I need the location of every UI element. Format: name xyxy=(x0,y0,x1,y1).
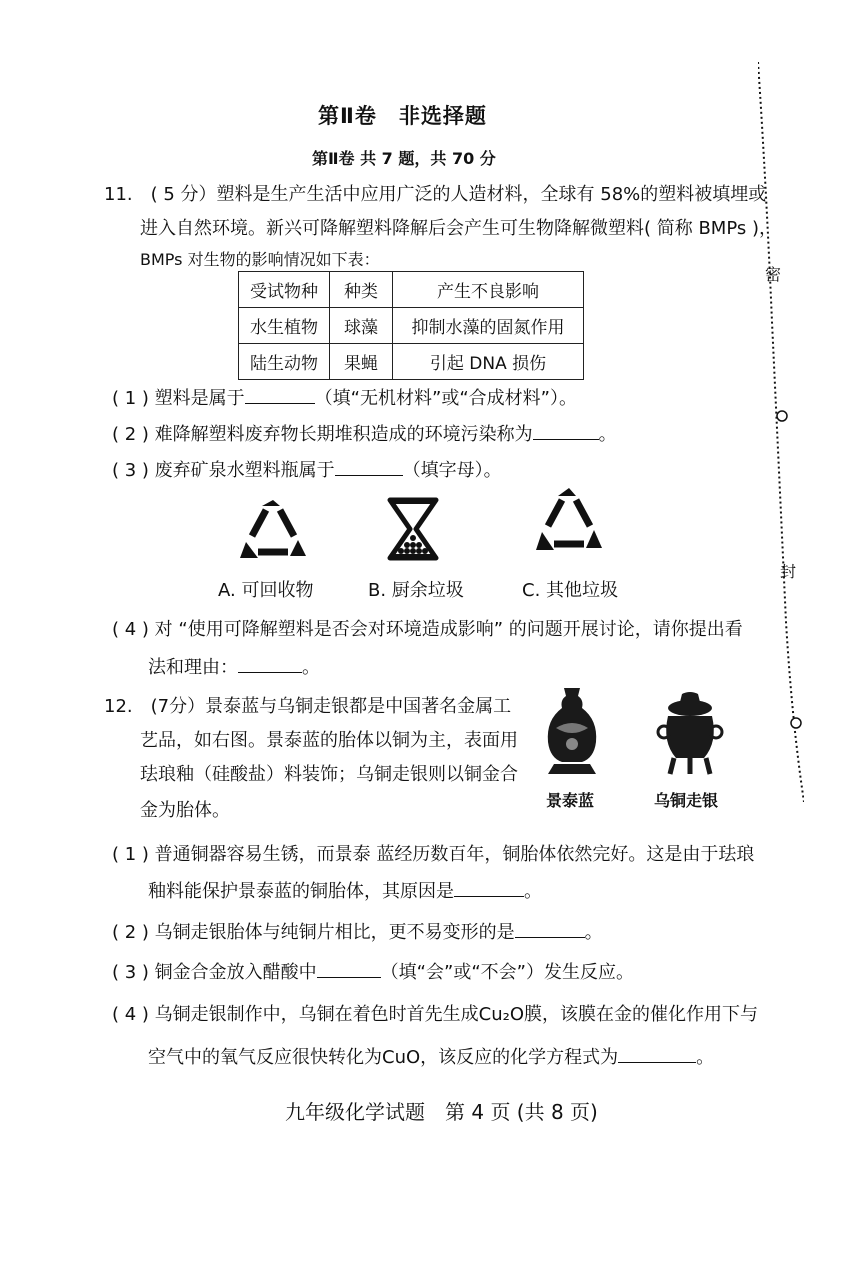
table-cell: 水生植物 xyxy=(239,308,330,344)
q12-sub4-text: 空气中的氧气反应很快转化为CuO，该反应的化学方程式为 xyxy=(148,1047,619,1068)
cloisonne-label: 景泰蓝 xyxy=(546,791,595,810)
seal-char-feng: 封 xyxy=(780,562,797,581)
table-row xyxy=(239,308,584,344)
table-cell: 陆生动物 xyxy=(239,344,330,380)
q11-intro-line-3: BMPs 对生物的影响情况如下表： xyxy=(140,250,380,269)
q12-sub2 xyxy=(112,918,603,944)
table-cell: 抑制水藻的固氮作用 xyxy=(393,308,584,344)
q12-sub2-end: 。 xyxy=(584,922,603,943)
bmps-effects-table xyxy=(238,271,584,380)
q11-sub4-end: 。 xyxy=(302,657,320,678)
q12-intro-line-3: 珐琅釉（硅酸盐）料装饰；乌铜走银则以铜金合 xyxy=(140,764,518,785)
q12-sub2-text: ( 2 ) 乌铜走银胎体与纯铜片相比，更不易变形的是 xyxy=(112,922,515,943)
option-b-label: B. 厨余垃圾 xyxy=(368,580,464,601)
recyclable-icon xyxy=(240,500,306,562)
black-copper-label: 乌铜走银 xyxy=(654,791,719,810)
page-footer: 九年级化学试题 第 4 页 (共 8 页) xyxy=(285,1100,598,1124)
q12-sub3-hint: （填“会”或“不会”）发生反应。 xyxy=(380,962,634,983)
q11-sub2-end: 。 xyxy=(598,424,617,445)
seal-dotted-line xyxy=(758,62,804,802)
q11-sub3-text: ( 3 ) 废弃矿泉水塑料瓶属于 xyxy=(112,460,335,481)
option-c-label: C. 其他垃圾 xyxy=(522,580,619,601)
table-cell: 引起 DNA 损伤 xyxy=(393,344,584,380)
q11-sub3 xyxy=(112,456,502,482)
q12-sub3 xyxy=(112,958,634,984)
seal-char-mi: 密 xyxy=(765,265,782,284)
answer-blank[interactable] xyxy=(533,421,599,440)
option-a-label: A. 可回收物 xyxy=(218,580,314,601)
other-waste-icon xyxy=(536,488,602,554)
table-cell: 果蝇 xyxy=(330,344,393,380)
q11-sub1-hint: （填“无机材料”或“合成材料”）。 xyxy=(314,388,577,409)
q12-sub3-text: ( 3 ) 铜金合金放入醋酸中 xyxy=(112,962,317,983)
kitchen-waste-icon xyxy=(386,496,440,562)
table-header-row xyxy=(239,272,584,308)
answer-blank[interactable] xyxy=(618,1044,696,1063)
answer-blank[interactable] xyxy=(317,959,381,978)
answer-blank[interactable] xyxy=(454,878,524,897)
q11-sub4-text: 法和理由： xyxy=(148,657,238,678)
q11-sub2-text: ( 2 ) 难降解塑料废弃物长期堆积造成的环境污染称为 xyxy=(112,424,533,445)
q11-sub1 xyxy=(112,384,577,410)
table-header-cell: 产生不良影响 xyxy=(393,272,584,308)
q12-sub1-end: 。 xyxy=(524,881,542,902)
answer-blank[interactable] xyxy=(238,654,302,673)
answer-blank[interactable] xyxy=(245,385,315,404)
q11-sub4-line-2 xyxy=(148,653,320,679)
black-copper-silver-vessel-image xyxy=(656,692,724,776)
section-subtitle: 第Ⅱ卷 共 7 题，共 70 分 xyxy=(312,149,496,168)
q12-sub1-line-1: ( 1 ) 普通铜器容易生锈，而景泰 蓝经历数百年，铜胎体依然完好。这是由于珐琅 xyxy=(112,844,755,865)
table-row xyxy=(239,344,584,380)
answer-blank[interactable] xyxy=(515,919,585,938)
q11-sub1-text: ( 1 ) 塑料是属于 xyxy=(112,388,245,409)
q12-intro-line-4: 金为胎体。 xyxy=(140,800,230,821)
q12-sub4-line-1: ( 4 ) 乌铜走银制作中，乌铜在着色时首先生成Cu₂O膜，该膜在金的催化作用下与 xyxy=(112,1004,759,1025)
q12-intro-line-1: 12. (7分）景泰蓝与乌铜走银都是中国著名金属工 xyxy=(104,696,512,717)
q11-intro-line-1: 11. ( 5 分）塑料是生产生活中应用广泛的人造材料，全球有 58%的塑料被填埋或 xyxy=(104,184,767,205)
q12-intro-line-2: 艺品，如右图。景泰蓝的胎体以铜为主，表面用 xyxy=(140,730,518,751)
section-title: 第Ⅱ卷 非选择题 xyxy=(318,104,487,128)
cloisonne-vase-image xyxy=(540,684,604,776)
table-header-cell: 种类 xyxy=(330,272,393,308)
q11-sub4-line-1: ( 4 ) 对 “使用可降解塑料是否会对环境造成影响” 的问题开展讨论，请你提出看 xyxy=(112,619,743,640)
answer-blank[interactable] xyxy=(335,457,403,476)
table-header-cell: 受试物种 xyxy=(239,272,330,308)
q11-sub2 xyxy=(112,420,617,446)
q11-intro-line-2: 进入自然环境。新兴可降解塑料降解后会产生可生物降解微塑料( 简称 BMPs )， xyxy=(140,218,778,239)
q12-sub1-line-2 xyxy=(148,877,542,903)
q12-sub1-text: 釉料能保护景泰蓝的铜胎体，其原因是 xyxy=(148,881,454,902)
table-cell: 球藻 xyxy=(330,308,393,344)
q12-sub4-end: 。 xyxy=(696,1047,715,1068)
q12-sub4-line-2 xyxy=(148,1043,714,1069)
q11-sub3-hint: （填字母）。 xyxy=(402,460,502,481)
